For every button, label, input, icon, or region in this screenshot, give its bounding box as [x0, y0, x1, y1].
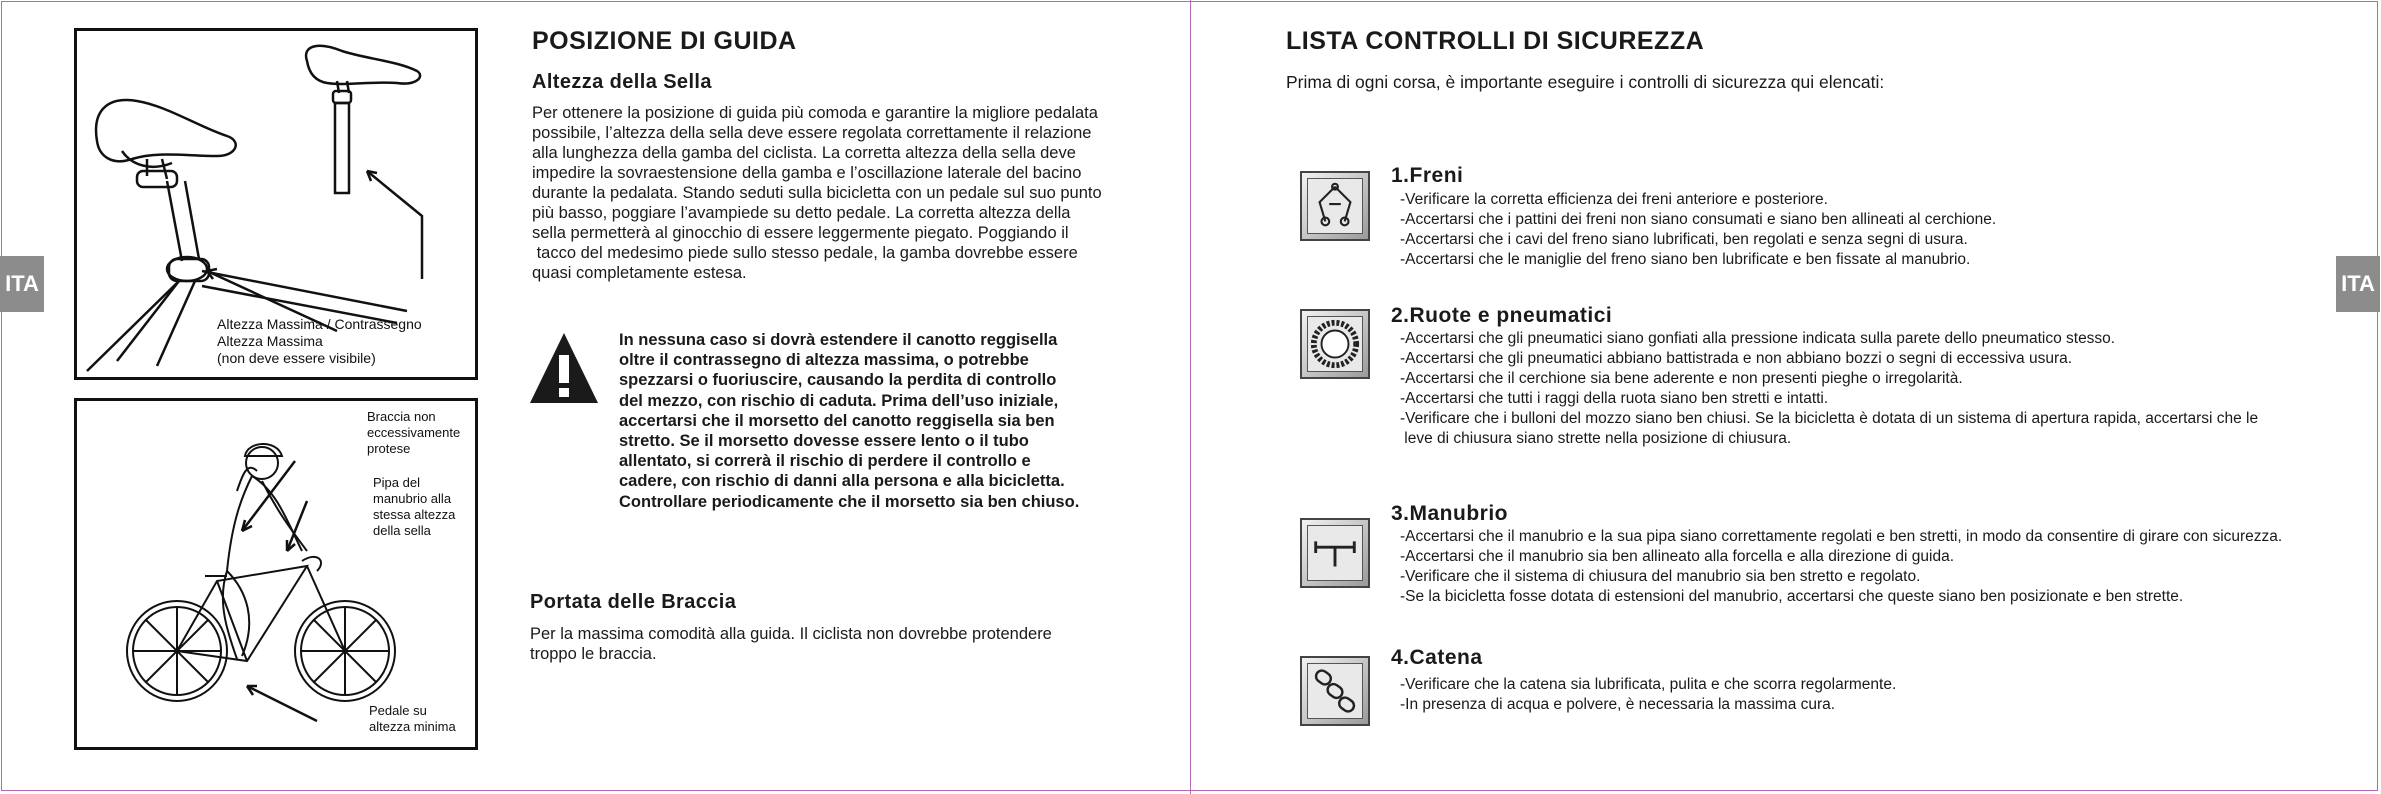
text-line: -Verificare che il sistema di chiusura del manubrio sia ben stretto e regolato.	[1400, 568, 1921, 585]
brake-icon	[1300, 171, 1370, 241]
check-item-lines	[1400, 190, 1996, 270]
text-line: -Accertarsi che tutti i raggi della ruota siano ben stretti e intatti.	[1400, 390, 1829, 407]
text-line: -Verificare che i bulloni del mozzo siano ben chiusi. Se la bicicletta è dotata di un sistema di apertura rapida, accertarsi che le	[1400, 410, 2259, 427]
text-line: -Accertarsi che gli pneumatici abbiano battistrada e non abbiano bozzi o segni di eccessiva usura.	[1400, 350, 2073, 367]
checklist-intro: Prima di ogni corsa, è importante eseguire i controlli di sicurezza qui elencati:	[1286, 72, 1885, 92]
language-tab-left	[0, 256, 44, 312]
label-line: altezza minima	[369, 719, 456, 734]
label-line: Pedale su	[369, 703, 427, 718]
rider-illustration	[74, 398, 478, 750]
reach-heading: Portata delle Braccia	[530, 591, 737, 613]
page-title-left: POSIZIONE DI GUIDA	[532, 27, 797, 55]
label-line: Pipa del	[373, 475, 420, 490]
saddle-illustration	[74, 28, 478, 380]
text-line: alla lunghezza della gamba del ciclista. La corretta altezza della sella deve	[532, 144, 1076, 162]
text-line: -Se la bicicletta fosse dotata di estensioni del manubrio, accertarsi che queste siano ben posizionate e ben strette.	[1400, 588, 2184, 605]
pedal-label	[369, 703, 456, 735]
label-line: Braccia non	[367, 409, 436, 424]
check-item-lines	[1400, 675, 1896, 715]
tire-icon	[1300, 309, 1370, 379]
text-line: -Accertarsi che il cerchione sia bene aderente e non presenti pieghe o irregolarità.	[1400, 370, 1963, 387]
text-line: troppo le braccia.	[530, 645, 657, 663]
reach-paragraph	[530, 624, 1150, 664]
page-title-right: LISTA CONTROLLI DI SICUREZZA	[1286, 27, 1705, 55]
label-line: manubrio alla	[373, 491, 452, 506]
text-line: accertarsi che il morsetto del canotto reggisella sia ben	[619, 411, 1055, 430]
label-line: protese	[367, 441, 411, 456]
language-tab-right	[2336, 256, 2380, 312]
text-line: tacco del medesimo piede sullo stesso pedale, la gamba dovrebbe essere	[532, 244, 1078, 262]
text-line: stretto. Se il morsetto dovesse essere lento o il tubo	[619, 432, 1029, 451]
seatpost-warning	[619, 330, 1139, 512]
text-line: In nessuna caso si dovrà estendere il canotto reggisella	[619, 331, 1058, 349]
label-line: della sella	[373, 523, 431, 538]
saddle-paragraph	[532, 103, 1162, 283]
check-item-title: 1.Freni	[1391, 164, 1464, 187]
label-line: Altezza Massima	[217, 333, 323, 349]
text-line: Per la massima comodità alla guida. Il ciclista non dovrebbe protendere	[530, 625, 1052, 643]
check-item-lines	[1400, 329, 2258, 449]
max-height-label	[217, 316, 422, 367]
text-line: -Accertarsi che gli pneumatici siano gonfiati alla pressione indicata sulla parete dello pneumatico stesso.	[1400, 330, 2116, 347]
text-line: spezzarsi o fuoriuscire, causando la perdita di controllo	[619, 371, 1057, 390]
label-line: eccessivamente	[367, 425, 461, 440]
text-line: -Verificare la corretta efficienza dei freni anteriore e posteriore.	[1400, 191, 1828, 208]
text-line: -Accertarsi che i pattini dei freni non siano consumati e siano ben allineati al cerchione.	[1400, 211, 1997, 228]
stem-label	[373, 475, 455, 539]
text-line: -In presenza di acqua e polvere, è necessaria la massima cura.	[1400, 696, 1836, 713]
text-line: impedire la sovraestensione della gamba e l’oscillazione laterale del bacino	[532, 164, 1082, 182]
text-line: leve di chiusura siano strette nella posizione di chiusura.	[1400, 430, 1792, 447]
label-line: Altezza Massima / Contrassegno	[217, 316, 422, 332]
language-tab-label: ITA	[5, 271, 39, 296]
check-item-title: 4.Catena	[1391, 646, 1483, 669]
check-item-title: 2.Ruote e pneumatici	[1391, 304, 1613, 327]
text-line: -Accertarsi che le maniglie del freno siano ben lubrificate e ben fissate al manubrio.	[1400, 251, 1971, 268]
text-line: quasi completamente estesa.	[532, 264, 747, 282]
text-line: -Accertarsi che il manubrio e la sua pipa siano correttamente regolati e ben stretti, in modo da consentire di girare con sicurezza.	[1400, 528, 2283, 545]
saddle-heading: Altezza della Sella	[532, 71, 712, 93]
label-line: (non deve essere visibile)	[217, 350, 376, 366]
text-line: Per ottenere la posizione di guida più comoda e garantire la migliore pedalata	[532, 104, 1098, 122]
arms-label	[367, 409, 460, 457]
text-line: -Verificare che la catena sia lubrificata, pulita e che scorra regolarmente.	[1400, 676, 1897, 693]
handlebar-icon	[1300, 518, 1370, 588]
chain-icon	[1300, 656, 1370, 726]
text-line: allentato, si correrà il rischio di perdere il controllo e	[619, 452, 1031, 471]
text-line: -Accertarsi che i cavi del freno siano lubrificati, ben regolati e senza segni di usura.	[1400, 231, 1968, 248]
page-fold-divider	[1190, 0, 1191, 794]
check-item-lines	[1400, 527, 2282, 607]
language-tab-label: ITA	[2341, 271, 2375, 296]
text-line: Controllare periodicamente che il morsetto sia ben chiuso.	[619, 492, 1080, 511]
text-line: durante la pedalata. Stando seduti sulla bicicletta con un pedale sul suo punto	[532, 184, 1102, 202]
text-line: possibile, l’altezza della sella deve essere regolata correttamente il relazione	[532, 124, 1092, 142]
text-line: del mezzo, con rischio di caduta. Prima dell’uso iniziale,	[619, 391, 1059, 410]
label-line: stessa altezza	[373, 507, 456, 522]
warning-icon	[528, 331, 600, 405]
check-item-title: 3.Manubrio	[1391, 502, 1509, 525]
text-line: oltre il contrassegno di altezza massima, o potrebbe	[619, 351, 1029, 370]
text-line: più basso, poggiare l’avampiede su detto pedale. La corretta altezza della	[532, 204, 1071, 222]
text-line: sella permetterà al ginocchio di essere leggermente piegato. Poggiando il	[532, 224, 1069, 242]
text-line: cadere, con rischio di danni alla persona e alla bicicletta.	[619, 472, 1065, 491]
text-line: -Accertarsi che il manubrio sia ben allineato alla forcella e alla direzione di guida.	[1400, 548, 1954, 565]
